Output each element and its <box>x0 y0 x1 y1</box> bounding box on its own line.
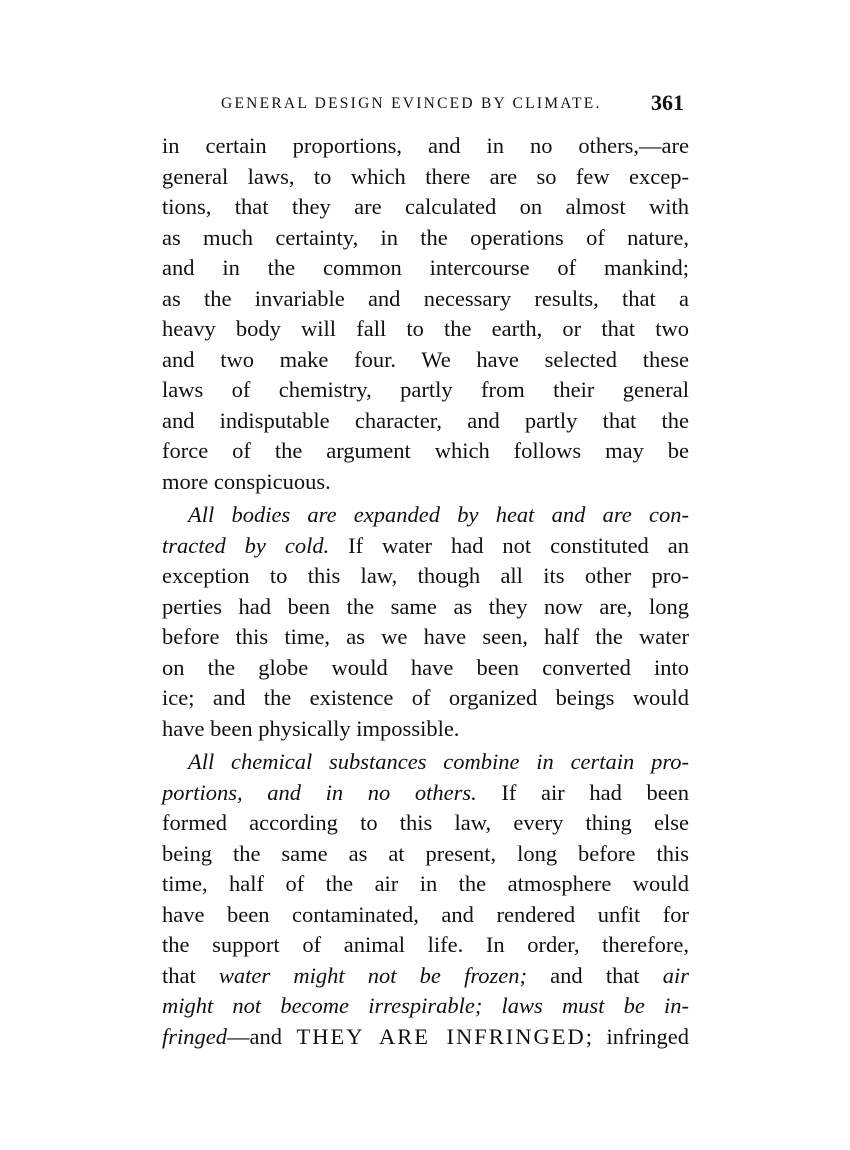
text-span: and that <box>527 962 663 988</box>
text-line: as much certainty, in the operations of nature, <box>162 224 689 250</box>
italic-text: tracted by cold. <box>162 532 330 558</box>
text-line: force of the argument which follows may be <box>162 438 689 463</box>
italic-text: might not become irrespirable; laws must be in- <box>162 993 689 1018</box>
text-line <box>162 1022 689 1053</box>
text-line: general laws, to which there are so few excep- <box>162 163 689 189</box>
text-line <box>162 961 689 992</box>
italic-text: All bodies are expanded by heat and are con- <box>188 502 689 527</box>
text-line: heavy body will fall to the earth, or that two <box>162 316 689 341</box>
text-line: on the globe would have been converted into <box>162 654 689 680</box>
text-line <box>162 531 689 562</box>
body-text <box>162 131 689 1052</box>
text-line: and in the common intercourse of mankind; <box>162 255 689 280</box>
text-span: that <box>162 962 219 988</box>
italic-text: All chemical substances combine in certain pro- <box>188 749 689 774</box>
text-span: ; infringed <box>585 1023 689 1049</box>
text-span: —and <box>227 1023 297 1049</box>
paragraph-combination-law <box>162 747 689 1052</box>
text-line: being the same as at present, long before this <box>162 840 689 866</box>
text-line: as the invariable and necessary results, that a <box>162 285 689 311</box>
paragraph-continuation <box>162 131 689 497</box>
text-line: time, half of the air in the atmosphere would <box>162 871 689 896</box>
text-line: have been physically impossible. <box>162 715 460 741</box>
text-line <box>162 778 689 809</box>
text-line: and two make four. We have selected these <box>162 346 689 372</box>
small-caps-text: THEY ARE INFRINGED <box>296 1023 586 1049</box>
text-line: more conspicuous. <box>162 468 331 494</box>
text-span: If air had been <box>476 779 689 805</box>
text-line: exception to this law, though all its other pro- <box>162 563 689 588</box>
text-line: perties had been the same as they now are, long <box>162 593 689 619</box>
text-line: ice; and the existence of organized beings would <box>162 685 689 710</box>
text-line: laws of chemistry, partly from their general <box>162 377 689 402</box>
italic-text: fringed <box>162 1023 227 1049</box>
italic-text: water might not be frozen; <box>218 962 527 988</box>
text-line <box>162 747 689 778</box>
text-line: and indisputable character, and partly that the <box>162 407 689 433</box>
page-number: 361 <box>651 90 684 115</box>
text-line: formed according to this law, every thing else <box>162 810 689 835</box>
running-head <box>221 90 684 120</box>
text-line: have been contaminated, and rendered unfit for <box>162 901 689 927</box>
italic-text: air <box>662 962 689 988</box>
text-line: the support of animal life. In order, therefore, <box>162 932 689 957</box>
text-line <box>162 991 689 1022</box>
text-span: If water had not constituted an <box>329 532 689 558</box>
text-line: tions, that they are calculated on almost with <box>162 194 689 219</box>
italic-text: portions, and in no others. <box>162 779 477 805</box>
text-line: before this time, as we have seen, half the water <box>162 624 689 649</box>
paragraph-expansion-law <box>162 500 689 744</box>
text-line <box>162 500 689 531</box>
running-title: GENERAL DESIGN EVINCED BY CLIMATE. <box>221 95 602 112</box>
text-line: in certain proportions, and in no others,—are <box>162 133 689 158</box>
